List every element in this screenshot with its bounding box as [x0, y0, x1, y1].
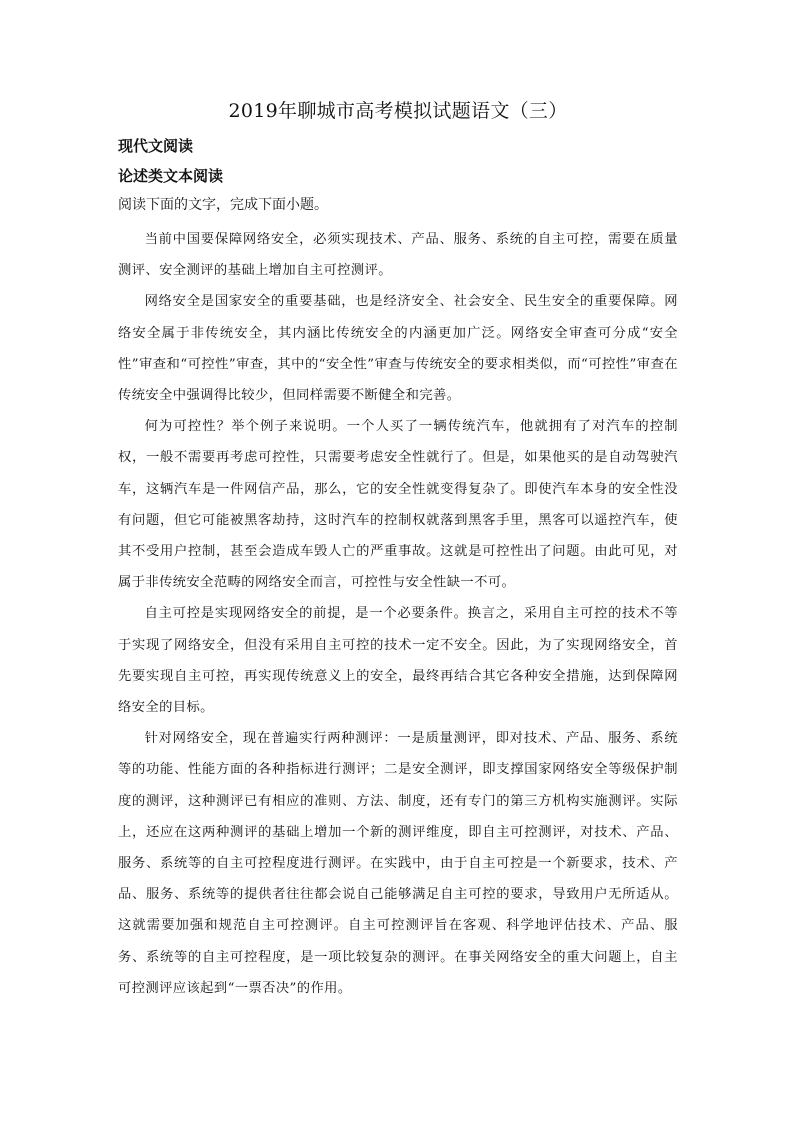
body-paragraph: 针对网络安全，现在普遍实行两种测评：一是质量测评，即对技术、产品、服务、系统等的功能、性能方面的各种指标进行测评；二是安全测评，即支撑国家网络安全等级保护制度的测评，这种测评已有相应的准则、方法、制度，还有专门的第三方机构实施测评。实际上，还应在这两种测评的基础上增加一个新的测评维度，即自主可控测评，对技术、产品、服务、系统等的自主可控程度进行测评。在实践中，由于自主可控是一个新要求，技术、产品、服务、系统等的提供者往往都会说自己能够满足自主可控的要求，导致用户无所适从。这就需要加强和规范自主可控测评。自主可控测评旨在客观、科学地评估技术、产品、服务、系统等的自主可控程度，是一项比较复杂的测评。在事关网络安全的重大问题上，自主可控测评应该起到“一票否决”的作用。 — [118, 731, 678, 996]
document-page — [118, 98, 678, 1004]
document-title: 2019年聊城市高考模拟试题语文（三） — [228, 100, 568, 122]
section-heading-modern-reading: 现代文阅读 — [118, 137, 194, 155]
section-heading-argumentative-text: 论述类文本阅读 — [118, 167, 224, 185]
body-paragraph: 当前中国要保障网络安全，必须实现技术、产品、服务、系统的自主可控，需要在质量测评、安全测评的基础上增加自主可控测评。 — [118, 232, 678, 279]
body-paragraph: 何为可控性？举个例子来说明。一个人买了一辆传统汽车，他就拥有了对汽车的控制权，一般不需要再考虑可控性，只需要考虑安全性就行了。但是，如果他买的是自动驾驶汽车，这辆汽车是一件网信产品，那么，它的安全性就变得复杂了。即使汽车本身的安全性没有问题，但它可能被黑客劫持，这时汽车的控制权就落到黑客手里，黑客可以遥控汽车，使其不受用户控制，甚至会造成车毁人亡的严重事故。这就是可控性出了问题。由此可见，对属于非传统安全范畴的网络安全而言，可控性与安全性缺一不可。 — [118, 419, 678, 591]
body-paragraph: 网络安全是国家安全的重要基础，也是经济安全、社会安全、民生安全的重要保障。网络安全属于非传统安全，其内涵比传统安全的内涵更加广泛。网络安全审查可分成“安全性”审查和“可控性”审查，其中的“安全性”审查与传统安全的要求相类似，而“可控性”审查在传统安全中强调得比较少，但同样需要不断健全和完善。 — [118, 294, 678, 404]
reading-instruction: 阅读下面的文字，完成下面小题。 — [118, 197, 328, 213]
body-paragraph: 自主可控是实现网络安全的前提，是一个必要条件。换言之，采用自主可控的技术不等于实现了网络安全，但没有采用自主可控的技术一定不安全。因此，为了实现网络安全，首先要实现自主可控，再实现传统意义上的安全，最终再结合其它各种安全措施，达到保障网络安全的目标。 — [118, 606, 678, 716]
